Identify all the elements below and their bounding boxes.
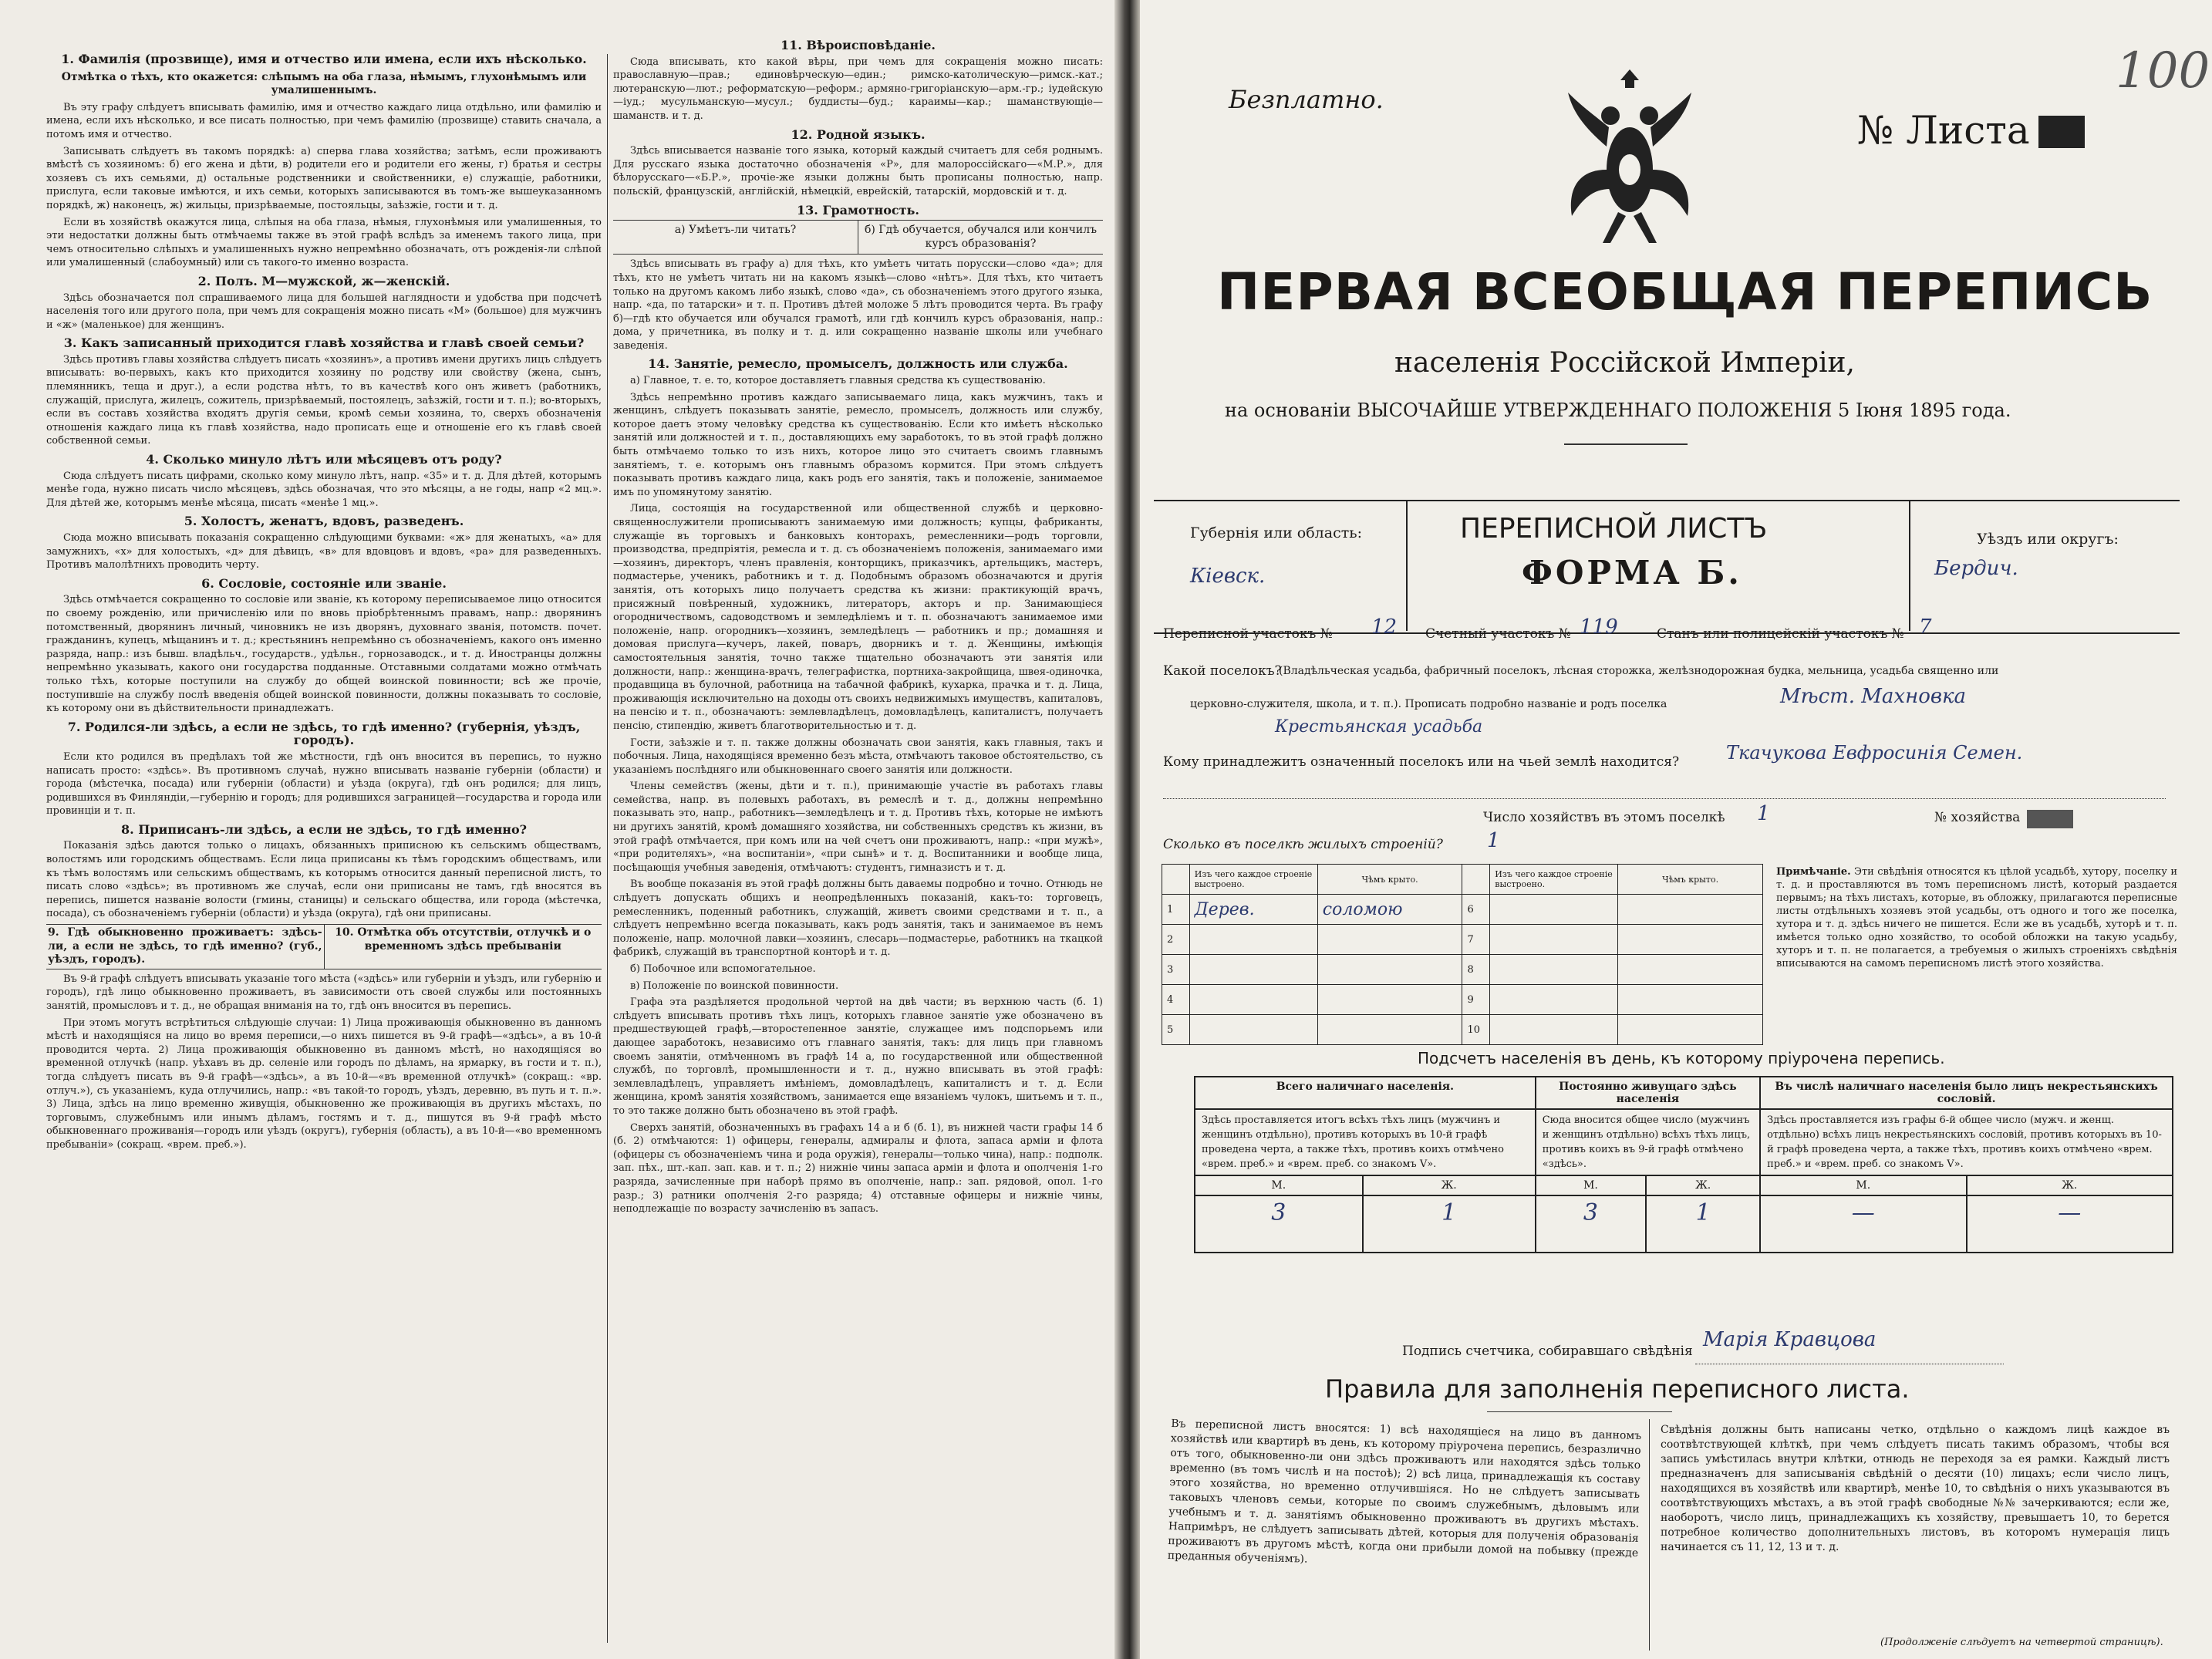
form-subtitle: населенія Россійской Имперіи, <box>1394 347 1855 379</box>
section-8-text: Показанія здѣсь даются только о лицахъ, обязанныхъ приписною къ сельскимъ обществамъ, волостямъ или городскимъ обществамъ. Если лица приписаны къ тѣмъ городскимъ обществамъ, или къ тѣмъ волостямъ или сельскимъ обществамъ, къ которымъ относится данный переписной листъ, то писать слово «здѣсь»; въ противномъ же случаѣ, если они приписаны не тамъ, гдѣ вносятся въ перепись, пишется названіе волости (гмины, станицы) и сельскаго общества, или города (мѣстечка, посада), съ обозначеніемъ губерніи (области) и уѣзда (округа), гдѣ они приписаны. <box>46 840 602 920</box>
row-number: 5 <box>1162 1015 1190 1045</box>
section-2-title: 2. Полъ. М—мужской, ж—женскій. <box>197 273 450 288</box>
buildings-note <box>1776 865 2177 970</box>
section-3-text: Здѣсь противъ главы хозяйства слѣдуетъ писать «хозяинъ», а противъ имени другихъ лицъ слѣдуетъ вписывать: во-первыхъ, какъ кто приходится хозяину по родству или свойству (жена, сынъ, племянникъ, теща и друг.), а если родства нѣтъ, то въ качествѣ кого онъ живетъ (работникъ, служащій, прислуга, жилецъ, сожитель, призрѣваемый, постоялецъ, заѣзжій, гости и т. п.); во-вторыхъ, если въ составъ хозяйства входятъ другія семьи, кромѣ семьи хозяина, то, сверхъ обозначенія отношенія каждаго лица къ главѣ хозяйства, надо прописать еще и отношеніе его къ главѣ своей собственной семьи. <box>46 353 602 447</box>
settlement-hint-2: церковно-служителя, школа, и т. п.). Прописать подробно названіе и родъ поселка <box>1190 698 1667 710</box>
col-female: Ж. <box>1646 1175 1760 1195</box>
table-row <box>1162 925 1763 955</box>
section-1-title: 1. Фамилія (прозвище), имя и отчество или имена, если ихъ нѣсколько. <box>61 52 587 66</box>
roof-header-left: Чѣмъ крыто. <box>1317 865 1462 895</box>
title-divider <box>1564 443 1688 445</box>
household-number-redaction <box>2027 810 2073 828</box>
note-title: Примѣчаніе. <box>1776 866 1851 878</box>
material-header-left: Изъ чего каждое строеніе выстроено. <box>1189 865 1317 895</box>
rules-title: Правила для заполненія переписного листа. <box>1325 1374 1910 1404</box>
section-13b: б) Гдѣ обучается, обучался или кончилъ курсъ образованія? <box>864 224 1098 250</box>
section-14-text-3: Гости, заѣзжіе и т. п. также должны обозначать свои занятія, какъ главныя, такъ и побочныя. Лица, находящіяся временно безъ мѣста, отмѣчаютъ таковое обстоятельство, съ указаніемъ послѣдняго или обыкновеннаго своего занятія или должности. <box>613 737 1103 776</box>
section-14-text-2: Лица, состоящія на государственной или общественной службѣ и церковно-священнослужители прописываютъ занимаемую ими должность; купцы, фабриканты, служащіе въ торговыхъ и банковыхъ конторахъ, ремесленники—родъ торговли, производства, предпріятія, ремесла и т. д. съ обозначеніемъ положенія, занимаемаго ими—хозяинъ, директоръ, членъ правленія, конторщикъ, приказчикъ, артельщикъ, мастеръ, подмастерье, ученикъ, работникъ и т. д. Подобнымъ образомъ обозначаются и другія занятія, отъ которыхъ лицо получаетъ средства къ жизни: практикующій врачъ, присяжный повѣренный, художникъ, литераторъ, акторъ и пр. Занимающіеся огородничествомъ, садоводствомъ и земледѣліемъ и т. п. обозначаютъ занимаемое ими положеніе, напр. огородникъ—хозяинъ, земледѣлецъ — работникъ и пр.; домашняя и домовая прислуга—кучеръ, лакей, поваръ, дворникъ и т. д. Женщины, имѣющія самостоятельныя занятія, точно также тщательно обозначаютъ эти занятія или должности, напр.: женщина-врачъ, телеграфистка, портниха-закройщица, швея-одиночка, продавщица въ булочной, работница на табачной фабрикѣ, кухарка, прачка и т. д. Лица, проживающія исключительно на доходы отъ своихъ недвижимыхъ имуществъ, капиталовъ, на пенсію и т. п., обозначаютъ: землевладѣлецъ, домовладѣлецъ, капиталистъ, получаетъ пенсію, стипендію, живетъ благотворительностью и т. д. <box>613 503 1103 732</box>
note-text: Эти свѣдѣнія относятся къ цѣлой усадьбѣ, хутору, поселку и т. д. и проставляются въ томъ переписномъ листѣ, который раздается первымъ; на тѣхъ листахъ, которые, въ обложку, прилагаются переписные листы отдѣльныхъ хозяевъ этой усадьбы, отъ одного и того же поселка, хутора и т. д. здѣсь ничего не пишется. Если же въ усадьбѣ, хуторѣ и т. п. имѣется только одно хозяйство, то особой обложки на такую усадьбу, хуторъ и т. п. не полагается, а требуемыя о жилыхъ строеніяхъ свѣдѣнія вписываются на самомъ переписномъ листѣ этого хозяйства. <box>1776 866 2177 969</box>
buildings-label: Сколько въ поселкѣ жилыхъ строеній? <box>1163 837 1443 852</box>
table-row <box>1162 1015 1763 1045</box>
section-9-10-header <box>46 924 602 969</box>
form-type: ФОРМА Б. <box>1522 554 1742 592</box>
stan-value: 7 <box>1919 615 1932 639</box>
row-number: 4 <box>1162 985 1190 1015</box>
free-label: Безплатно. <box>1229 85 1384 114</box>
section-13-subheader <box>613 220 1103 255</box>
section-9-text: Въ 9-й графѣ слѣдуетъ вписывать указаніе того мѣста («здѣсь» или губерніи и уѣздъ, или губернію и городъ), гдѣ лицо обыкновенно проживаетъ, въ зависимости отъ своей службы или постоянныхъ занятій, промысловъ и т. д., не обращая вниманія на то, гдѣ онъ вносится въ перепись. <box>46 973 602 1012</box>
row-number: 7 <box>1462 925 1490 955</box>
section-14a: а) Главное, т. е. то, которое доставляетъ главныя средства къ существованію. <box>630 375 1046 387</box>
section-13-title: 13. Грамотность. <box>797 202 919 217</box>
section-14-text-5: Въ вообще показанія въ этой графѣ должны быть даваемы подробно и точно. Отнюдь не слѣдуетъ допускать общихъ и неопредѣленныхъ показаній, какъ-то: торговецъ, ремесленникъ, поденный работникъ, служащій, живетъ своими средствами и т. п., а слѣдуетъ непремѣнно всегда показывать, какъ родъ занятія, такъ и занимаемое въ немъ положеніе, напр. молочной лавки—хозяинъ, слесарь—подмастерье, работникъ на ткацкой фабрикѣ, служащій въ транспортной конторѣ и т. д. <box>613 878 1103 959</box>
section-13a: а) Умѣетъ-ли читать? <box>613 221 858 254</box>
households-value: 1 <box>1757 802 1770 825</box>
double-headed-eagle-emblem <box>1564 62 1695 255</box>
uezd-value: Бердич. <box>1934 557 2018 580</box>
section-14-title: 14. Занятіе, ремесло, промыселъ, должность или служба. <box>648 356 1068 372</box>
col-male: М. <box>1760 1175 1966 1195</box>
col-male: М. <box>1536 1175 1647 1195</box>
section-11-text: Сюда вписывать, кто какой вѣры, при чемъ для сокращенія можно писать: православную—прав.; единовѣрческую—един.; римско-католическую—римск.-кат.; лютеранскую—лют.; реформатскую—реформ.; армяно-григоріанскую—арм.-гр.; іудейскую—іуд.; мусульманскую—мусул.; буддисты—буд.; караимы—кар.; шаманствующіе—шаманств. и т. д. <box>613 56 1103 122</box>
population-count-table <box>1194 1076 2173 1253</box>
section-2-text: Здѣсь обозначается пол спрашиваемого лица для большей наглядности и удобства при подсчетѣ населенія того или другого пола, при чемъ для сокращенія можно писать «М» (большое) для мужчинъ и «ж» (маленькое) для женщинъ. <box>46 292 602 331</box>
sheet-number-redaction <box>2038 116 2085 148</box>
section-14-text-7: Сверхъ занятій, обозначенныхъ въ графахъ 14 а и б (б. 1), въ нижней части графы 14 б (б. 2) отмѣчаются: 1) офицеры, генералы, адмиралы и флота, запаса арміи и флота (офицеры съ обозначеніемъ чина и рода оружія), генералы—только чина), напр.: подполк. зап. пѣх., шт.-кап. зап. кав. и т. п.; 2) нижніе чины запаса арміи и флота и ополченія 1-го разряда, зачисленные при наборѣ прямо въ ополченіе, напр.: зап. рядовой, опол. 1-го разр.; 3) ратники ополченія 2-го разряда; 4) отставные офицеры и нижніе чины, неподлежащіе по возрасту зачисленію въ запасъ. <box>613 1121 1103 1216</box>
row-number: 3 <box>1162 955 1190 985</box>
total-population-header: Всего наличнаго населенія. <box>1195 1077 1536 1109</box>
building-material: Дерев. <box>1189 895 1317 925</box>
owner-line <box>1163 798 2166 799</box>
section-14-text-4: Члены семействъ (жены, дѣти и т. п.), принимающіе участіе въ работахъ главы семейства, напр. въ полевыхъ работахъ, въ ремеслѣ и т. д., должны непремѣнно показывать это, напр., работникъ—земледѣлецъ и т. д. Противъ тѣхъ, которые не имѣютъ ни другихъ занятій, кромѣ домашняго хозяйства, ни собственныхъ средствъ къ жизни, въ этой графѣ отмѣчается, при комъ или на чей счетъ они проживаютъ, напр.: «при мужѣ», «при родителяхъ», «на воспитаніи», «при сынѣ» и т. д. Воспитанники и вообще лица, посѣщающія учебныя заведенія, отмѣчаютъ: студентъ, гимназистъ и т. д. <box>613 781 1103 874</box>
column-divider <box>607 54 608 1643</box>
nonpeasant-desc: Здѣсь проставляется изъ графы 6-й общее число (мужч. и женщ. отдѣльно) всѣхъ лицъ некрестьянскихъ сословій, противъ которыхъ въ 10-й графѣ проведена черта, а также тѣхъ, противъ коихъ отмѣчено «врем. преб.» и «врем. преб. со знакомъ V». <box>1760 1109 2173 1175</box>
rules-column-right: Свѣдѣнія должны быть написаны четко, отдѣльно о каждомъ лицѣ каждое въ соотвѣтствующей клѣткѣ, при чемъ слѣдуетъ писать такимъ образомъ, чтобы вся запись умѣстилась внутри клѣтки, отнюдь не переходя за ея рамки. Каждый листъ предназначенъ для записыванія свѣдѣній о десяти (10) лицахъ; если число лицъ, находящихся въ хозяйствѣ или квартирѣ, менѣе 10, то свѣдѣнія о нихъ указываются въ соотвѣтствующихъ мѣстахъ, а въ этой графѣ свободные №№ зачеркиваются; если же, наоборотъ, число лицъ, принадлежащихъ къ хозяйству, превышаетъ 10, то берется потребное количество дополнительныхъ листовъ, въ которомъ нумерація лицъ начинается съ 11, 12, 13 и т. д. <box>1661 1424 2170 1553</box>
section-9-text-2: При этомъ могутъ встрѣтиться слѣдующіе случаи: 1) Лица проживающія обыкновенно въ данномъ мѣстѣ и находящіяся на лицо во время переписи,—о нихъ пишется въ 9-й графѣ—«здѣсь», а въ 10-й проводится черта. 2) Лица проживающія обыкновенно въ данномъ мѣстѣ, но находящіяся во временной отлучкѣ (напр. уѣхавъ въ др. селеніе или городъ по дѣламъ, на ярмарку, въ гости и т. п.), тогда слѣдуетъ писать въ 9-й графѣ—«здѣсь», а въ 10-й—«въ временной отлучкѣ» (сокращ.: «вр. отлуч.»), съ указаніемъ, куда отлучились, напр.: «въ такой-то городъ, уѣздъ, деревню, въ путь и т. п.». 3) Лица, здѣсь на лицо временно живущія, обыкновенно же проживающія въ другихъ мѣстахъ, по торговымъ, служебнымъ или инымъ дѣламъ, гостямъ и т. д., пишутся въ 9-й графѣ мѣсто обыкновеннаго проживанія—городъ или уѣздъ (округъ), губернія (область), а въ 10-й—«во временномъ пребываніи» (сокращ. «врем. преб.»). <box>46 1017 602 1151</box>
permanent-male-value: 3 <box>1536 1195 1647 1253</box>
section-4-text: Сюда слѣдуетъ писать цифрами, сколько кому минуло лѣтъ, напр. «35» и т. д. Для дѣтей, которымъ менѣе года, нужно писать число мѣсяцевъ, здѣсь обозначая, что это мѣсяцы, а не годы, напр «2 мц.». Для дѣтей же, которымъ менѣе мѣсяца, писать «менѣе 1 мц.». <box>46 470 602 509</box>
section-1-text-3: Если въ хозяйствѣ окажутся лица, слѣпыя на оба глаза, нѣмыя, глухонѣмыя или умалишенныя, то эти недостатки должны быть отмѣчаемы также въ этой графѣ вслѣдъ за именемъ такого лица, при чемъ относительно слѣпыхъ и умалишенныхъ нужно непремѣнно обозначать, отъ рожденія-ли слѣпой или умалишенный (слабоумный) или съ такого-то именно возраста. <box>46 216 602 269</box>
section-7-title: 7. Родился-ли здѣсь, а если не здѣсь, то гдѣ именно? (губернія, уѣздъ, городъ). <box>67 719 581 748</box>
book-gutter <box>1114 0 1140 1659</box>
stan-label: Станъ или полицейскій участокъ № <box>1657 626 1904 642</box>
rules-column-left: Въ переписной листъ вносятся: 1) всѣ находящіеся на лицо въ данномъ хозяйствѣ или квартирѣ въ день, къ которому пріурочена перепись, безразлично отъ того, обыкновенно-ли они здѣсь проживаютъ или находятся здѣсь только временно (въ томъ числѣ и на постоѣ); 2) всѣ лица, принадлежащія къ составу этого хозяйства, но временно отлучившіяся. Но не слѣдуетъ записывать таковыхъ членовъ семьи, которые по своимъ служебнымъ, дѣловымъ или учебнымъ и т. д. занятіямъ обыкновенно проживаютъ въ другихъ мѣстахъ. Напримѣръ, не слѣдуетъ записывать дѣтей, которыя для полученія образованія проживаютъ въ другомъ мѣстѣ, когда они прибыли домой на побывку (прежде преданныя обученіямъ). <box>1167 1418 1642 1566</box>
row-number: 1 <box>1162 895 1190 925</box>
count-district-value: 119 <box>1580 615 1618 639</box>
row-number: 6 <box>1462 895 1490 925</box>
settlement-question: Какой поселокъ? <box>1163 663 1282 679</box>
nonpeasant-header: Въ числѣ наличнаго населенія было лицъ некрестьянскихъ сословій. <box>1760 1077 2173 1109</box>
section-8-title: 8. Приписанъ-ли здѣсь, а если не здѣсь, то гдѣ именно? <box>120 821 528 837</box>
section-12-text: Здѣсь вписывается названіе того языка, который каждый считаетъ для себя роднымъ. Для русскаго языка достаточно обозначенія «Р», для малороссійскаго—«М.Р.», для бѣлорусскаго—«Б.Р.», прочіе-же языки должны быть прописаны полностью, напр. польскій, французскій, англійскій, нѣмецкій, еврейскій, татарскій, мордовскій и т. д. <box>613 145 1103 197</box>
section-6-title: 6. Сословіе, состояніе или званіе. <box>201 575 447 591</box>
section-1-text-2: Записывать слѣдуетъ въ такомъ порядкѣ: а) сперва глава хозяйства; затѣмъ, если проживаютъ вмѣстѣ съ хозяиномъ: б) его жена и дѣти, в) родители его и родители его жены, г) братья и сестры хозяевъ съ ихъ семьями, д) остальные родственники и свойственники, е) служащіе, работники, прислуга, если таковые имѣются, и ихъ семьи, которыхъ записываются въ томъ-же вышеуказанномъ порядкѣ, ж) наконецъ, ж) жильцы, призрѣваемые, постояльцы, заѣзжіе, гости и т. д. <box>46 145 602 211</box>
section-10-title: 10. Отмѣтка объ отсутствіи, отлучкѣ и о временномъ здѣсь пребываніи <box>335 926 592 953</box>
section-13-text: Здѣсь вписывать въ графу а) для тѣхъ, кто умѣетъ читать порусски—слово «да»; для тѣхъ, кто не умѣетъ читать ни на какомъ языкѣ—слово «нѣтъ». Для тѣхъ, кто читаетъ только на другомъ какомъ либо языкѣ, слово «да», съ обозначеніемъ этого другого языка, напр. «да, по татарски» и т. п. Противъ дѣтей моложе 5 лѣтъ проводится черта. Въ графу б)—гдѣ кто обучается или обучался грамотѣ, или гдѣ кончилъ курсъ образованія, напр.: дома, у причетника, въ полку и т. д. или сокращенно названіе школы или учебнаго заведенія. <box>613 258 1103 352</box>
permanent-population-header: Постоянно живущаго здѣсь населенія <box>1536 1077 1760 1109</box>
instructions-column-2 <box>613 34 1103 1219</box>
row-number: 2 <box>1162 925 1190 955</box>
form-subtitle-2: на основаніи ВЫСОЧАЙШЕ УТВЕРЖДЕННАГО ПОЛОЖЕНІЯ 5 Іюня 1895 года. <box>1225 400 2011 421</box>
section-5-title: 5. Холостъ, женатъ, вдовъ, разведенъ. <box>184 514 464 529</box>
total-male-value: 3 <box>1195 1195 1363 1253</box>
section-14-text-6: Графа эта раздѣляется продольной чертой на двѣ части; въ верхнюю часть (б. 1) слѣдуетъ вписывать противъ тѣхъ лицъ, которыхъ главное занятіе уже обозначено въ предшествующей графѣ,—второстепенное занятіе, служащее имъ подспорьемъ или дающее заработокъ, независимо отъ главнаго занятія, такъ: для лицъ при главномъ своемъ занятіи, отмѣченномъ въ графѣ 14 а, по государственной или общественной службѣ, по торговлѣ, промышленности и т. д., нужно вписывать въ этой графѣ: землевладѣлецъ, управляетъ имѣніемъ, домовладѣлецъ, капиталистъ и т. д. Если женщина, кромѣ занятія хозяйствомъ, занимается еще вязаніемъ чулокъ, шитьемъ и т. п., то это также должно быть обозначено въ этой графѣ. <box>613 996 1103 1117</box>
section-14c: в) Положеніе по воинской повинности. <box>630 980 839 992</box>
households-label: Число хозяйствъ въ этомъ поселкѣ <box>1483 810 1725 825</box>
section-3-title: 3. Какъ записанный приходится главѣ хозяйства и главѣ своей семьи? <box>63 336 585 351</box>
col-male: М. <box>1195 1175 1363 1195</box>
section-14b: б) Побочное или вспомогательное. <box>630 963 816 975</box>
table-row <box>1162 985 1763 1015</box>
total-population-desc: Здѣсь проставляется итогъ всѣхъ тѣхъ лицъ (мужчинъ и женщинъ отдѣльно), противъ которыхъ въ 10-й графѣ проведена черта, а также тѣхъ, противъ коихъ отмѣчено «врем. преб.» и «врем. преб. со знакомъ V». <box>1195 1109 1536 1175</box>
section-1-text: Въ эту графу слѣдуетъ вписывать фамилію, имя и отчество каждаго лица отдѣльно, или фамилію и имена, если ихъ нѣсколько, и все писать полностью, при чемъ фамилію (прозвище) ставить сначала, а потомъ имя и отчество. <box>46 101 602 140</box>
count-title: Подсчетъ населенія въ день, къ которому пріурочена перепись. <box>1418 1049 1945 1067</box>
row-number: 10 <box>1462 1015 1490 1045</box>
buildings-table <box>1162 864 1763 1045</box>
section-9-title: 9. Гдѣ обыкновенно проживаетъ: здѣсь-ли, а если не здѣсь, то гдѣ именно? (губ., уѣздъ, городъ). <box>46 925 325 969</box>
section-6-text: Здѣсь отмѣчается сокращенно то сословіе или званіе, къ которому переписываемое лицо относится по своему рожденію, или причисленію или по вновь пріобрѣтеннымъ правамъ, напр.: дворянинъ потомственный, дворянинъ личный, чиновникъ не изъ дворянъ, духовнаго званія, потомств. почет. гражданинъ, купецъ, мѣщанинъ и т. д.; крестьянинъ непремѣнно съ обозначеніемъ, какого онъ именно разряда, напр.: изъ бывш. владѣльч., государств., удѣльн., горнозаводск., и т. д. Иностранцы должны непремѣнно указывать, какого они государства подданные. Отставными солдатами можно отмѣчать только тѣхъ, которые поступили на службу до общей воинской повинности; всѣ же прочіе, поступившіе на службу послѣ введенія общей воинской повинности, должны показывать то сословіе, къ которому они въ дѣйствительности принадлежатъ. <box>46 594 602 715</box>
form-title: ПЕРВАЯ ВСЕОБЩАЯ ПЕРЕПИСЬ <box>1217 262 2153 322</box>
census-district-label: Переписной участокъ № <box>1163 626 1333 642</box>
section-12-title: 12. Родной языкъ. <box>791 126 926 142</box>
owner-question: Кому принадлежитъ означенный поселокъ или на чьей землѣ находится? <box>1163 754 1680 770</box>
buildings-value: 1 <box>1487 829 1500 852</box>
settlement-hint: (Владѣльческая усадьба, фабричный поселокъ, лѣсная сторожка, желѣзнодорожная будка, мельница, усадьба священно или <box>1279 665 1999 677</box>
col-female: Ж. <box>1967 1175 2173 1195</box>
building-roof: соломою <box>1317 895 1462 925</box>
owner-value: Ткачукова Евфросинія Семен. <box>1726 742 2023 764</box>
nonpeasant-male-value: — <box>1760 1195 1966 1253</box>
section-11-title: 11. Вѣроисповѣданіе. <box>781 38 936 52</box>
rules-divider <box>1487 1411 1672 1412</box>
household-number-label: № хозяйства <box>1934 810 2021 825</box>
permanent-population-desc: Сюда вносится общее число (мужчинъ и женщинъ отдѣльно) всѣхъ тѣхъ лицъ, противъ коихъ въ 9-й графѣ отмѣчено «здѣсь». <box>1536 1109 1760 1175</box>
settlement-value: Мѣст. Махновка <box>1780 685 1967 708</box>
rules-column-divider <box>1649 1419 1650 1651</box>
col-female: Ж. <box>1363 1175 1536 1195</box>
section-5-text: Сюда можно вписывать показанія сокращенно слѣдующими буквами: «ж» для женатыхъ, «а» для замужнихъ, «х» для холостыхъ, «д» для дѣвицъ, «в» для вдовцовъ и вдовъ, «ра» для разведенныхъ. Противъ малолѣтнихъ проводить черту. <box>46 532 602 572</box>
nonpeasant-female-value: — <box>1967 1195 2173 1253</box>
total-female-value: 1 <box>1363 1195 1536 1253</box>
instructions-column-1 <box>46 48 602 1155</box>
row-number: 8 <box>1462 955 1490 985</box>
section-14-text-1: Здѣсь непремѣнно противъ каждаго записываемаго лица, какъ мужчинъ, такъ и женщинъ, слѣдуетъ показывать занятіе, ремесло, промыселъ, должность или службу, которое даетъ этому человѣку средства къ существованію. Если кто имѣетъ нѣсколько занятій или должностей и т. п., доставляющихъ ему заработокъ, то въ этой графѣ должно быть отмѣчаемо только то изъ нихъ, которое лицо это считаетъ своимъ главнымъ занятіемъ, т. е. которымъ онъ главнымъ образомъ кормится. При этомъ слѣдуетъ показывать противъ каждаго лица, какъ родъ его занятія, такъ и положеніе, занимаемое имъ по упомянутому занятію. <box>613 391 1103 498</box>
page-number: 100 <box>2116 42 2210 99</box>
right-page-census-form <box>1140 0 2212 1659</box>
count-district-label: Счетный участокъ № <box>1425 626 1571 642</box>
census-district-value: 12 <box>1371 615 1398 639</box>
enumerator-signature: Марія Кравцова <box>1703 1328 1876 1351</box>
section-1-subtitle: Отмѣтка о тѣхъ, кто окажется: слѣпымъ на оба глаза, нѣмымъ, глухонѣмымъ или умалишеннымъ. <box>61 70 587 97</box>
material-header-right: Изъ чего каждое строеніе выстроено. <box>1490 865 1618 895</box>
form-name: ПЕРЕПИСНОЙ ЛИСТЪ <box>1460 513 1768 545</box>
section-4-title: 4. Сколько минуло лѣтъ или мѣсяцевъ отъ роду? <box>146 452 502 467</box>
continued-note: (Продолженіе слѣдуетъ на четвертой страницѣ). <box>1880 1637 2163 1648</box>
signature-label: Подпись счетчика, собиравшаго свѣдѣнія <box>1402 1344 1693 1359</box>
table-row <box>1162 955 1763 985</box>
row-number: 9 <box>1462 985 1490 1015</box>
roof-header-right: Чѣмъ крыто. <box>1618 865 1763 895</box>
uezd-label: Уѣздъ или округъ: <box>1977 531 2119 548</box>
sheet-number-label: № Листа <box>1857 108 2030 153</box>
section-7-text: Если кто родился въ предѣлахъ той же мѣстности, гдѣ онъ вносится въ перепись, то нужно написать просто: «здѣсь». Въ противномъ случаѣ, нужно вписывать названіе губерніи (области) и города (мѣстечка, посада) или губерніи (области) и уѣзда (округа), гдѣ онъ родился; для лицъ, родившихся въ Финляндіи,—губернію и городъ; для родившихся заграницей—государства и города или провинціи и т. п. <box>46 750 602 818</box>
settlement-value-2: Крестьянская усадьба <box>1275 717 1483 737</box>
gubernia-value: Кіевск. <box>1190 565 1266 588</box>
table-row <box>1162 895 1763 925</box>
permanent-female-value: 1 <box>1646 1195 1760 1253</box>
gubernia-label: Губернія или область: <box>1190 524 1362 541</box>
